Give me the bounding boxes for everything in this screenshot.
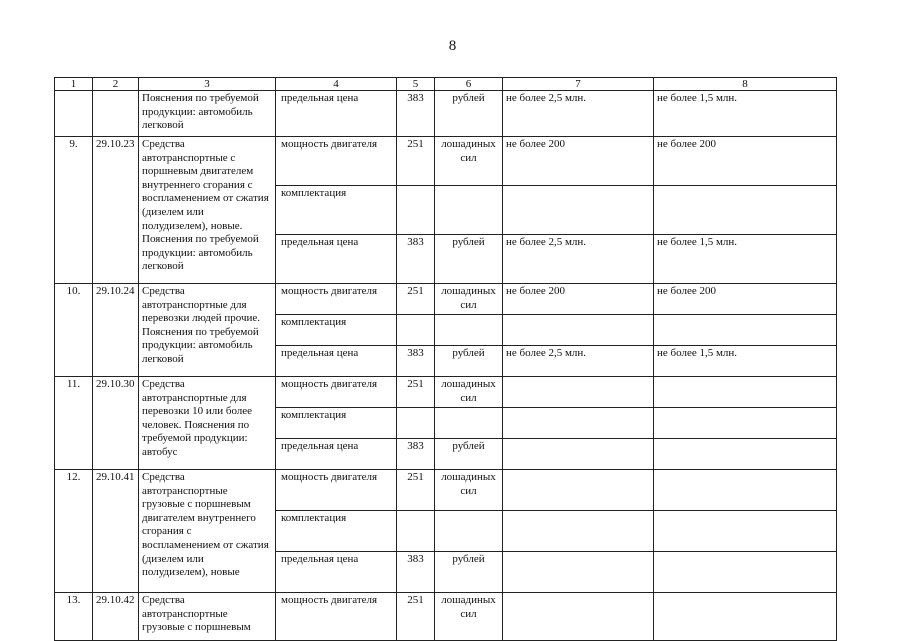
value-category-2	[654, 439, 837, 470]
requirements-table	[54, 77, 837, 641]
column-header: 1	[55, 78, 93, 91]
value-category-2: не более 1,5 млн.	[654, 235, 837, 284]
unit-name: лошадиных сил	[435, 593, 503, 641]
characteristic-name: предельная цена	[276, 552, 397, 593]
product-name: Средства автотранспортные для перевозки людей прочие. Пояснения по требуемой продукции: автомобиль легковой	[139, 284, 276, 377]
value-category-1	[503, 511, 654, 552]
product-name: Средства автотранспортные с поршневым двигателем внутреннего сгорания с воспламенением от сжатия (дизелем или полудизелем), новые. Пояснения по требуемой продукции: автомобиль легковой	[139, 137, 276, 284]
okei-code: 383	[397, 439, 435, 470]
okei-code: 383	[397, 91, 435, 137]
table-row	[55, 284, 837, 315]
unit-name	[435, 408, 503, 439]
product-name: Средства автотранспортные грузовые с поршневым	[139, 593, 276, 641]
unit-name: рублей	[435, 552, 503, 593]
column-header: 3	[139, 78, 276, 91]
header-row	[55, 78, 837, 91]
value-category-2	[654, 408, 837, 439]
okpd-code: 29.10.30	[93, 377, 139, 470]
okei-code	[397, 315, 435, 346]
value-category-2: не более 200	[654, 137, 837, 186]
okei-code	[397, 186, 435, 235]
value-category-2	[654, 593, 837, 641]
column-header: 5	[397, 78, 435, 91]
table-row	[55, 377, 837, 408]
characteristic-name: мощность двигателя	[276, 593, 397, 641]
unit-name: лошадиных сил	[435, 284, 503, 315]
column-header: 2	[93, 78, 139, 91]
table-row	[55, 91, 837, 137]
value-category-2	[654, 315, 837, 346]
table-row	[55, 137, 837, 186]
characteristic-name: мощность двигателя	[276, 284, 397, 315]
table-row	[55, 593, 837, 641]
value-category-1: не более 200	[503, 137, 654, 186]
okei-code: 251	[397, 284, 435, 315]
characteristic-name: предельная цена	[276, 439, 397, 470]
unit-name	[435, 511, 503, 552]
okpd-code: 29.10.23	[93, 137, 139, 284]
value-category-2: не более 1,5 млн.	[654, 91, 837, 137]
okei-code: 251	[397, 470, 435, 511]
characteristic-name: комплектация	[276, 186, 397, 235]
unit-name: лошадиных сил	[435, 377, 503, 408]
value-category-2	[654, 470, 837, 511]
value-category-1: не более 2,5 млн.	[503, 235, 654, 284]
okei-code: 383	[397, 346, 435, 377]
unit-name: лошадиных сил	[435, 137, 503, 186]
characteristic-name: предельная цена	[276, 91, 397, 137]
unit-name: лошадиных сил	[435, 470, 503, 511]
unit-name: рублей	[435, 439, 503, 470]
product-name: Пояснения по требуемой продукции: автомобиль легковой	[139, 91, 276, 137]
okpd-code: 29.10.24	[93, 284, 139, 377]
value-category-1	[503, 439, 654, 470]
page-number: 8	[448, 38, 457, 54]
column-header: 7	[503, 78, 654, 91]
row-number: 9.	[55, 137, 93, 284]
value-category-1	[503, 470, 654, 511]
value-category-1	[503, 315, 654, 346]
row-number: 11.	[55, 377, 93, 470]
okei-code	[397, 511, 435, 552]
value-category-2	[654, 186, 837, 235]
okpd-code: 29.10.42	[93, 593, 139, 641]
characteristic-name: мощность двигателя	[276, 470, 397, 511]
characteristic-name: комплектация	[276, 315, 397, 346]
value-category-1	[503, 186, 654, 235]
okei-code: 251	[397, 377, 435, 408]
value-category-1	[503, 377, 654, 408]
unit-name: рублей	[435, 346, 503, 377]
column-header: 6	[435, 78, 503, 91]
value-category-2	[654, 377, 837, 408]
okei-code: 251	[397, 137, 435, 186]
okei-code	[397, 408, 435, 439]
row-number: 13.	[55, 593, 93, 641]
value-category-2: не более 200	[654, 284, 837, 315]
okei-code: 251	[397, 593, 435, 641]
characteristic-name: мощность двигателя	[276, 377, 397, 408]
unit-name	[435, 315, 503, 346]
characteristic-name: комплектация	[276, 511, 397, 552]
characteristic-name: предельная цена	[276, 235, 397, 284]
value-category-1: не более 200	[503, 284, 654, 315]
row-number	[55, 91, 93, 137]
value-category-1	[503, 593, 654, 641]
value-category-1	[503, 408, 654, 439]
characteristic-name: предельная цена	[276, 346, 397, 377]
characteristic-name: комплектация	[276, 408, 397, 439]
unit-name	[435, 186, 503, 235]
table-row	[55, 470, 837, 511]
value-category-2	[654, 552, 837, 593]
value-category-1	[503, 552, 654, 593]
value-category-2	[654, 511, 837, 552]
row-number: 12.	[55, 470, 93, 593]
okpd-code	[93, 91, 139, 137]
product-name: Средства автотранспортные грузовые с поршневым двигателем внутреннего сгорания с воспламенением от сжатия (дизелем или полудизелем), новые	[139, 470, 276, 593]
column-header: 8	[654, 78, 837, 91]
value-category-1: не более 2,5 млн.	[503, 346, 654, 377]
okei-code: 383	[397, 552, 435, 593]
product-name: Средства автотранспортные для перевозки 10 или более человек. Пояснения по требуемой продукции: автобус	[139, 377, 276, 470]
unit-name: рублей	[435, 235, 503, 284]
okei-code: 383	[397, 235, 435, 284]
value-category-2: не более 1,5 млн.	[654, 346, 837, 377]
row-number: 10.	[55, 284, 93, 377]
unit-name: рублей	[435, 91, 503, 137]
value-category-1: не более 2,5 млн.	[503, 91, 654, 137]
column-header: 4	[276, 78, 397, 91]
okpd-code: 29.10.41	[93, 470, 139, 593]
characteristic-name: мощность двигателя	[276, 137, 397, 186]
